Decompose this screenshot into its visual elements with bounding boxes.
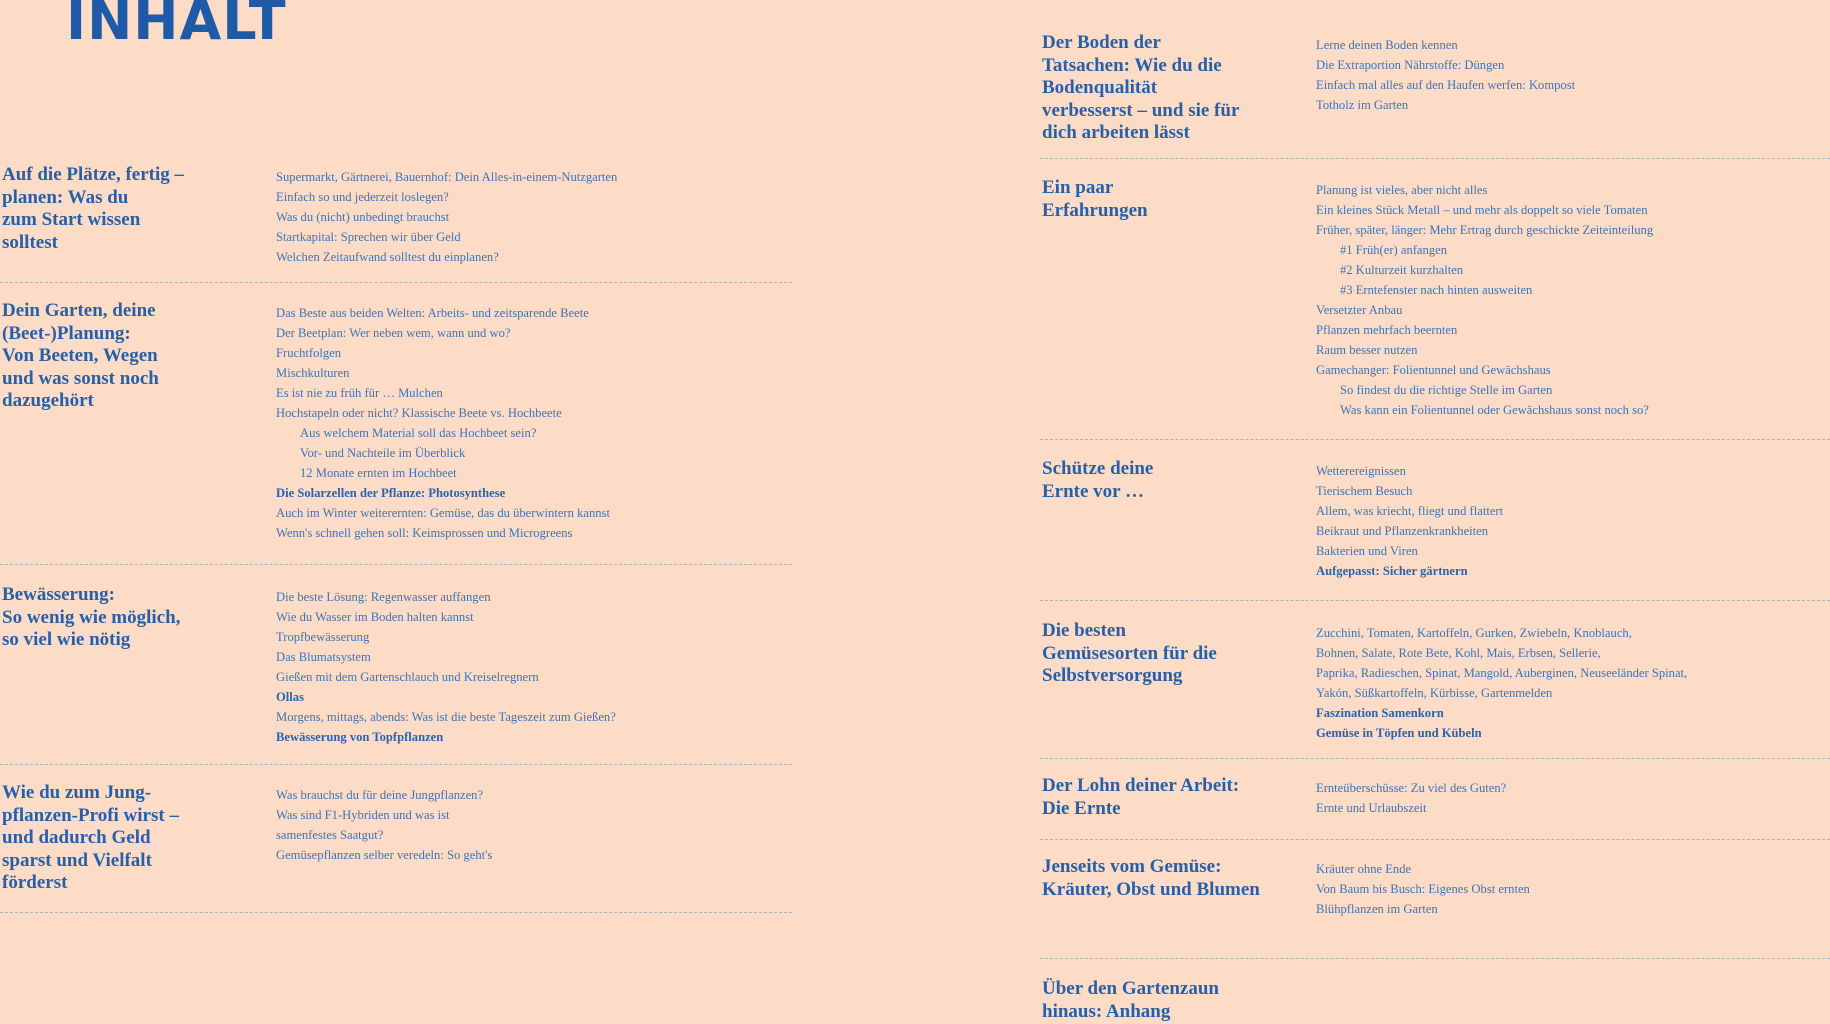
toc-entry: Zucchini, Tomaten, Kartoffeln, Gurken, Zwiebeln, Knoblauch,: [1316, 626, 1632, 640]
toc-subentry: 12 Monate ernten im Hochbeet: [300, 466, 457, 480]
toc-subentry: Was kann ein Folientunnel oder Gewächshaus sonst noch so?: [1340, 403, 1649, 417]
toc-entry: Ernte und Urlaubszeit: [1316, 801, 1427, 815]
section-entries: [276, 785, 492, 865]
toc-entry: Wetterereignissen: [1316, 464, 1406, 478]
toc-entry: Wenn's schnell gehen soll: Keimsprossen und Microgreens: [276, 526, 573, 540]
toc-entry: Fruchtfolgen: [276, 346, 342, 360]
section-title: Der Boden der Tatsachen: Wie du die Bodenqualität verbesserst – und sie für dich arbeiten lässt: [1042, 32, 1240, 143]
page-title: INHALT: [66, 0, 287, 52]
section-entries: [1316, 180, 1653, 420]
section-title: Jenseits vom Gemüse: Kräuter, Obst und Blumen: [1042, 856, 1260, 900]
toc-section: [1040, 856, 1830, 959]
toc-entry: Planung ist vieles, aber nicht alles: [1316, 183, 1488, 197]
toc-entry: Paprika, Radieschen, Spinat, Mangold, Auberginen, Neuseeländer Spinat,: [1316, 666, 1688, 680]
toc-entry: Die Solarzellen der Pflanze: Photosynthese: [276, 486, 506, 500]
section-title: Auf die Plätze, fertig – planen: Was du zum Start wissen solltest: [2, 164, 185, 253]
toc-entry: Einfach mal alles auf den Haufen werfen: Kompost: [1316, 78, 1576, 92]
toc-entry: Gemüse in Töpfen und Kübeln: [1316, 726, 1482, 740]
toc-entry: Von Baum bis Busch: Eigenes Obst ernten: [1316, 882, 1530, 896]
toc-entry: Yakón, Süßkartoffeln, Kürbisse, Gartenmelden: [1316, 686, 1553, 700]
toc-section: [0, 164, 792, 283]
toc-subentry: #2 Kulturzeit kurzhalten: [1340, 263, 1464, 277]
section-title: Wie du zum Jung- pflanzen-Profi wirst – und dadurch Geld sparst und Vielfalt förderst: [2, 782, 179, 893]
toc-subentry: #1 Früh(er) anfangen: [1340, 243, 1448, 257]
toc-entry: Der Beetplan: Wer neben wem, wann und wo?: [276, 326, 511, 340]
toc-entry: Aufgepasst: Sicher gärtnern: [1316, 564, 1468, 578]
toc-entry: Gießen mit dem Gartenschlauch und Kreiselregnern: [276, 670, 539, 684]
toc-section: [0, 782, 792, 913]
toc-entry: Was du (nicht) unbedingt brauchst: [276, 210, 450, 224]
toc-entry: Kräuter ohne Ende: [1316, 862, 1412, 876]
section-title: Der Lohn deiner Arbeit: Die Ernte: [1042, 775, 1240, 819]
section-entries: [1316, 35, 1575, 115]
toc-entry: Mischkulturen: [276, 366, 350, 380]
toc-entry: Beikraut und Pflanzenkrankheiten: [1316, 524, 1489, 538]
toc-section: [1040, 458, 1830, 601]
toc-entry: Supermarkt, Gärtnerei, Bauernhof: Dein Alles-in-einem-Nutzgarten: [276, 170, 618, 184]
toc-entry: Welchen Zeitaufwand solltest du einplanen?: [276, 250, 499, 264]
toc-entry: Auch im Winter weiterernten: Gemüse, das du überwintern kannst: [276, 506, 610, 520]
toc-entry: Das Beste aus beiden Welten: Arbeits- und zeitsparende Beete: [276, 306, 589, 320]
toc-entry: Das Blumatsystem: [276, 650, 371, 664]
section-entries: [1316, 461, 1503, 581]
toc-entry: Bohnen, Salate, Rote Bete, Kohl, Mais, Erbsen, Sellerie,: [1316, 646, 1601, 660]
toc-entry: Was sind F1-Hybriden und was ist: [276, 808, 450, 822]
section-title: Die besten Gemüsesorten für die Selbstversorgung: [1042, 620, 1217, 686]
toc-entry: Gemüsepflanzen selber veredeln: So geht's: [276, 848, 493, 862]
toc-entry: Faszination Samenkorn: [1316, 706, 1444, 720]
toc-subentry: Aus welchem Material soll das Hochbeet sein?: [300, 426, 537, 440]
toc-entry: samenfestes Saatgut?: [276, 828, 384, 842]
toc-entry: Totholz im Garten: [1316, 98, 1409, 112]
section-entries: [276, 303, 610, 543]
section-title: Bewässerung: So wenig wie möglich, so viel wie nötig: [2, 584, 181, 650]
toc-entry: Einfach so und jederzeit loslegen?: [276, 190, 449, 204]
toc-entry: Tierischem Besuch: [1316, 484, 1413, 498]
toc-entry: Ernteüberschüsse: Zu viel des Guten?: [1316, 781, 1507, 795]
section-entries: [276, 167, 617, 267]
toc-entry: Lerne deinen Boden kennen: [1316, 38, 1458, 52]
toc-subentry: Vor- und Nachteile im Überblick: [300, 446, 466, 460]
toc-entry: Was brauchst du für deine Jungpflanzen?: [276, 788, 484, 802]
toc-section: [1040, 32, 1830, 159]
toc-section: [1040, 177, 1830, 440]
toc-entry: Früher, später, länger: Mehr Ertrag durch geschickte Zeiteinteilung: [1316, 223, 1654, 237]
section-entries: [276, 587, 616, 747]
toc-section: [0, 584, 792, 765]
section-title: Über den Gartenzaun hinaus: Anhang: [1042, 978, 1219, 1022]
section-title: Schütze deine Ernte vor …: [1042, 458, 1154, 502]
toc-entry: Ollas: [276, 690, 304, 704]
toc-entry: Es ist nie zu früh für … Mulchen: [276, 386, 443, 400]
toc-entry: Die beste Lösung: Regenwasser auffangen: [276, 590, 491, 604]
toc-entry: Ein kleines Stück Metall – und mehr als doppelt so viele Tomaten: [1316, 203, 1648, 217]
toc-entry: Pflanzen mehrfach beernten: [1316, 323, 1458, 337]
toc-entry: Bewässerung von Topfpflanzen: [276, 730, 444, 744]
toc-section: [1040, 620, 1830, 759]
section-title: Dein Garten, deine (Beet-)Planung: Von Beeten, Wegen und was sonst noch dazugehört: [2, 300, 159, 411]
toc-entry: Blühpflanzen im Garten: [1316, 902, 1438, 916]
toc-entry: Allem, was kriecht, fliegt und flattert: [1316, 504, 1504, 518]
toc-section: [1040, 775, 1830, 840]
section-title: Ein paar Erfahrungen: [1042, 177, 1148, 221]
toc-section: [0, 300, 792, 565]
toc-entry: Startkapital: Sprechen wir über Geld: [276, 230, 461, 244]
toc-entry: Bakterien und Viren: [1316, 544, 1418, 558]
toc-entry: Hochstapeln oder nicht? Klassische Beete vs. Hochbeete: [276, 406, 562, 420]
toc-subentry: So findest du die richtige Stelle im Garten: [1340, 383, 1553, 397]
toc-entry: Die Extraportion Nährstoffe: Düngen: [1316, 58, 1505, 72]
section-entries: [1316, 859, 1530, 919]
section-entries: [1316, 778, 1506, 818]
toc-subentry: #3 Erntefenster nach hinten ausweiten: [1340, 283, 1533, 297]
toc-entry: Versetzter Anbau: [1316, 303, 1403, 317]
toc-entry: Tropfbewässerung: [276, 630, 370, 644]
toc-entry: Gamechanger: Folientunnel und Gewächshaus: [1316, 363, 1551, 377]
toc-section: [1040, 978, 1830, 1024]
toc-entry: Morgens, mittags, abends: Was ist die beste Tageszeit zum Gießen?: [276, 710, 616, 724]
toc-entry: Wie du Wasser im Boden halten kannst: [276, 610, 474, 624]
section-entries: [1316, 623, 1687, 743]
toc-entry: Raum besser nutzen: [1316, 343, 1418, 357]
